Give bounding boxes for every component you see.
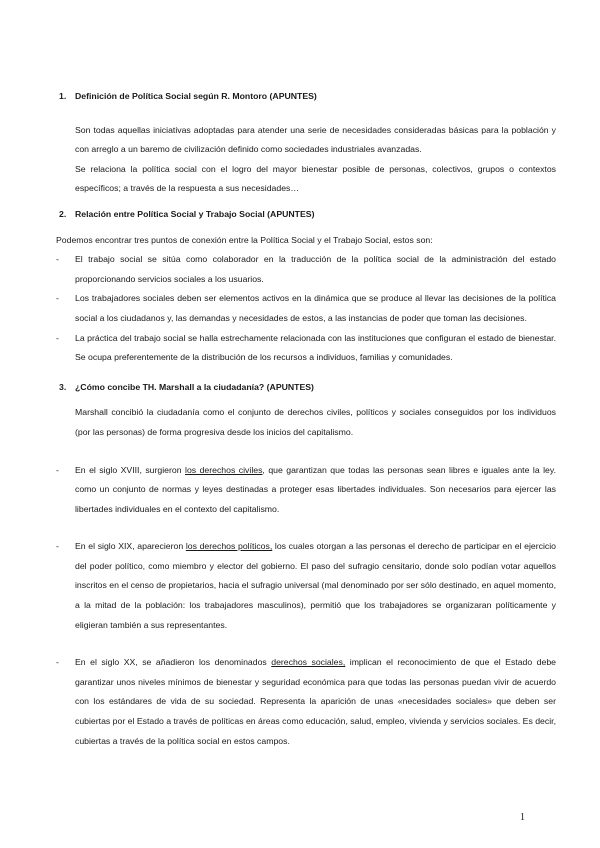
section-3-title: ¿Cómo concibe TH. Marshall a la ciudadanía? (APUNTES) bbox=[75, 381, 314, 392]
bullet-dash: - bbox=[56, 541, 59, 552]
bullet-dash: - bbox=[56, 657, 59, 668]
list-item bbox=[56, 289, 556, 328]
list-item-text bbox=[75, 653, 556, 751]
list-item-text: La práctica del trabajo social se halla estrechamente relacionada con las instituciones que configuran el estado de bienestar. Se ocupa preferentemente de la distribución de los recursos a individuos, familias y comunidades. bbox=[75, 332, 556, 363]
section-1-paragraph: Son todas aquellas iniciativas adoptadas para atender una serie de necesidades consideradas básicas para la población y con arreglo a un baremo de civilización definido como sociedades industriales avanzadas. bbox=[75, 124, 556, 155]
underlined-term: derechos sociales, bbox=[271, 657, 346, 668]
bullet-dash: - bbox=[56, 293, 59, 304]
bullet-dash: - bbox=[56, 464, 59, 475]
list-item bbox=[56, 461, 556, 520]
section-3-heading bbox=[59, 378, 556, 398]
item-text-end: implican el reconocimiento de que el Estado debe garantizar unos niveles mínimos de bienestar y seguridad económica para que todas las personas puedan vivir de acuerdo con los estándares de vida de su sociedad. Representa la aparición de unas «necesidades sociales» que deben ser cubiertas por el Estado a través de políticas en áreas como educación, salud, empleo, vivienda y servicios sociales. Es decir, cubiertas a través de la política social en estos campos. bbox=[75, 657, 557, 746]
item-text-start: En el siglo XIX, aparecieron bbox=[75, 541, 186, 552]
section-1-title: Definición de Política Social según R. Montoro (APUNTES) bbox=[75, 91, 317, 101]
bullet-dash: - bbox=[56, 332, 59, 343]
section-2-number: 2. bbox=[59, 208, 67, 219]
bullet-dash: - bbox=[56, 254, 59, 265]
list-item-text bbox=[75, 537, 556, 635]
document-body bbox=[56, 87, 556, 751]
list-item-text bbox=[75, 461, 556, 520]
list-item-text: Los trabajadores sociales deben ser elementos activos en la dinámica que se produce al llevar las decisiones de la política social a los ciudadanos y, las demandas y necesidades de estos, a las instancias de poder que toman las decisiones. bbox=[75, 293, 556, 323]
section-3-number: 3. bbox=[59, 381, 67, 392]
page-number: 1 bbox=[520, 812, 525, 823]
section-2-title: Relación entre Política Social y Trabajo Social (APUNTES) bbox=[75, 208, 315, 219]
section-2-heading bbox=[59, 205, 556, 225]
section-1-paragraph: Se relaciona la política social con el logro del mayor bienestar posible de personas, colectivos, grupos o contextos específicos; a través de la respuesta a sus necesidades… bbox=[75, 163, 556, 194]
item-text-start: En el siglo XX, se añadieron los denominados bbox=[75, 657, 272, 668]
section-2-intro: Podemos encontrar tres puntos de conexión entre la Política Social y el Trabajo Social, estos son: bbox=[56, 234, 433, 245]
list-item-text: El trabajo social se sitúa como colaborador en la traducción de la política social de la administración del estado proporcionando servicios sociales a los usuarios. bbox=[75, 254, 556, 284]
underlined-term: los derechos civiles, bbox=[185, 464, 265, 475]
list-item bbox=[56, 653, 556, 751]
list-item bbox=[56, 329, 556, 368]
section-1-heading bbox=[59, 87, 556, 107]
underlined-term: los derechos políticos, bbox=[185, 541, 273, 552]
item-text-end: que garantizan que todas las personas sean libres e iguales ante la ley. como un conjunto de normas y leyes destinadas a proteger esas libertades individuales. Son necesarios para ejercer las libertades individuales en el contexto del capitalismo. bbox=[75, 464, 556, 514]
section-3-intro: Marshall concibió la ciudadanía como el conjunto de derechos civiles, políticos y sociales conseguidos por los individuos (por las personas) de forma progresiva desde los inicios del capitalismo. bbox=[75, 407, 556, 437]
list-item bbox=[56, 250, 556, 289]
list-item bbox=[56, 537, 556, 635]
item-text-end: los cuales otorgan a las personas el derecho de participar en el ejercicio del poder político, como miembro y elector del gobierno. El paso del sufragio censitario, donde solo podían votar aquellos inscritos en el censo de propietarios, hacia el sufragio universal (mal denominado por ser sólo destinado, en aquel momento, a la mitad de la población: los trabajadores masculinos), permitió que los trabajadores se organizaran políticamente y eligieran también a sus representantes. bbox=[75, 541, 556, 630]
section-1-number: 1. bbox=[59, 91, 67, 101]
item-text-start: En el siglo XVIII, surgieron bbox=[75, 464, 186, 475]
